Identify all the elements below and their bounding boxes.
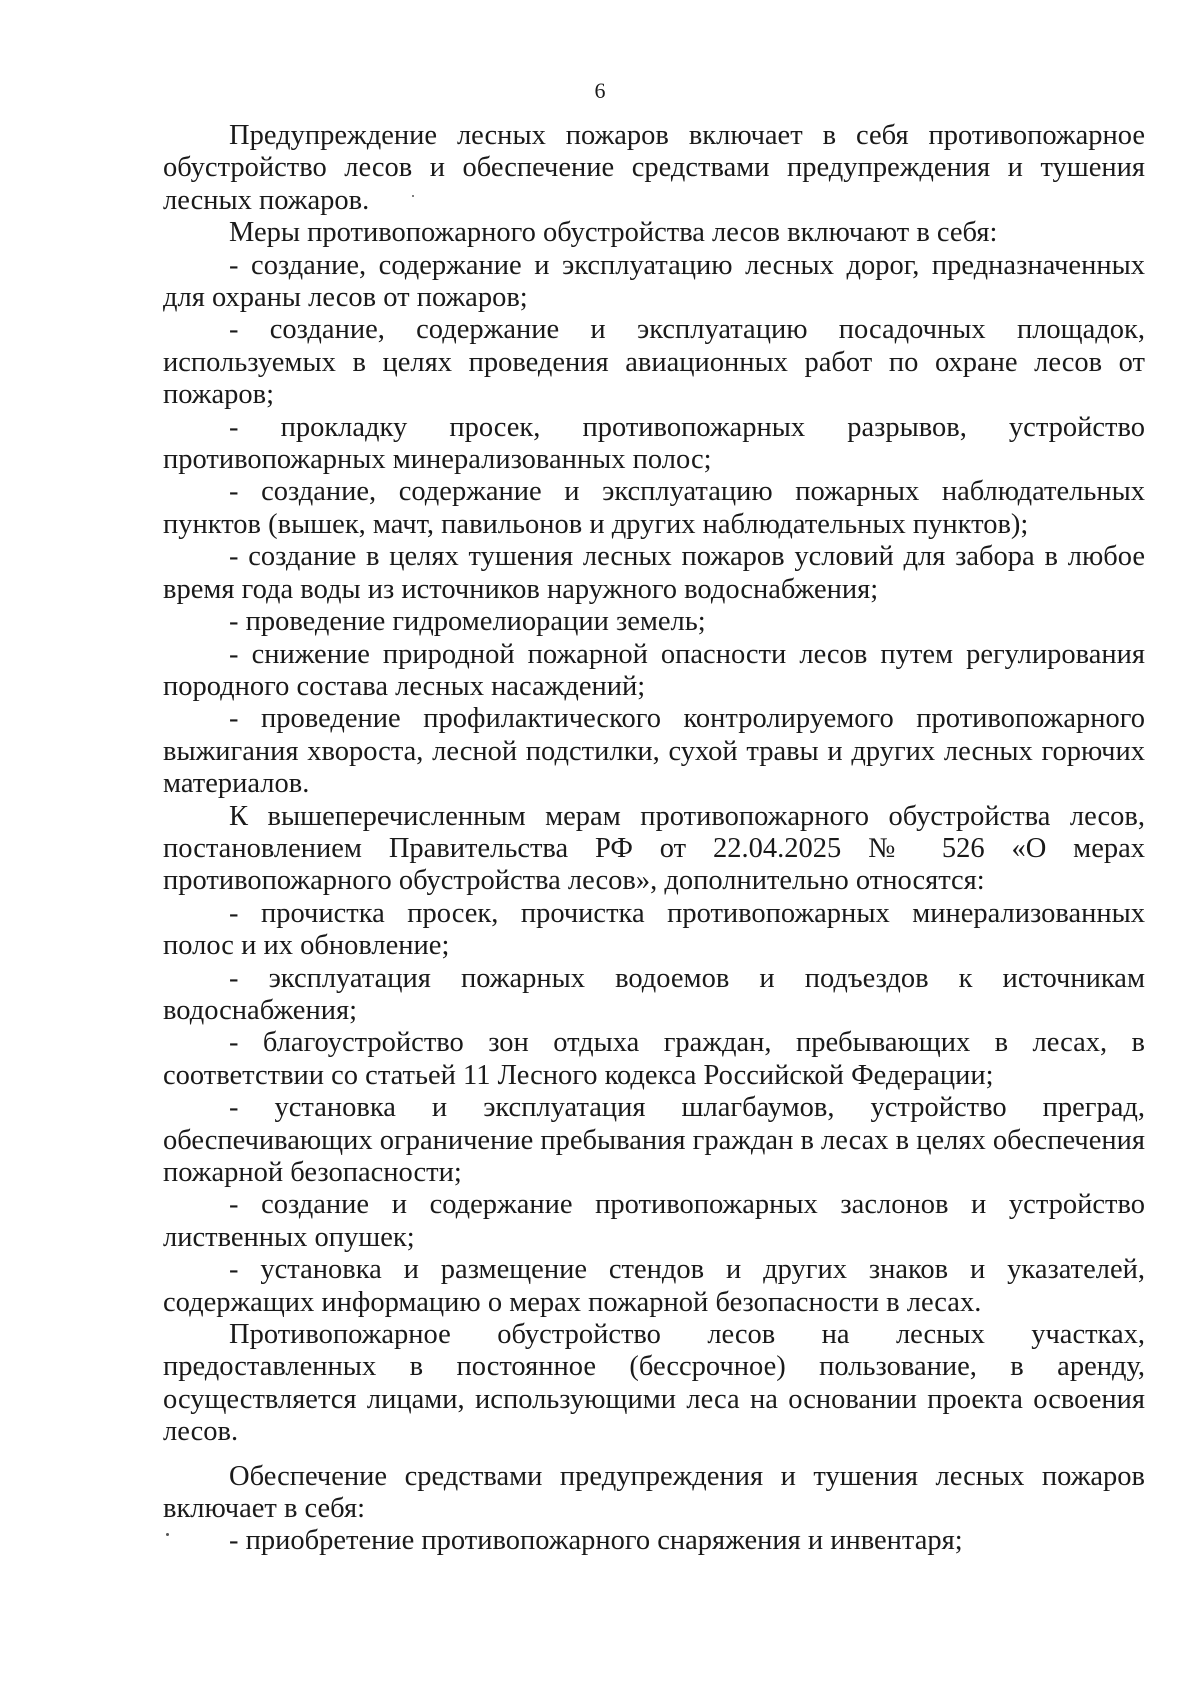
paragraph: Обеспечение средствами предупреждения и тушения лесных пожаров включает в себя: <box>163 1460 1145 1525</box>
scan-speck <box>412 195 414 197</box>
list-item: - прочистка просек, прочистка противопожарных минерализованных полос и их обновление; <box>163 897 1145 962</box>
list-item: - прокладку просек, противопожарных разрывов, устройство противопожарных минерализованных полос; <box>163 411 1145 476</box>
list-item: - снижение природной пожарной опасности лесов путем регулирования породного состава лесных насаждений; <box>163 638 1145 702</box>
list-item: - приобретение противопожарного снаряжения и инвентаря; <box>229 1525 963 1557</box>
paragraph: Меры противопожарного обустройства лесов включают в себя: <box>229 217 998 249</box>
list-item: - установка и эксплуатация шлагбаумов, устройство преград, обеспечивающих ограничение пребывания граждан в лесах в целях обеспечения пожарной безопасности; <box>163 1092 1145 1188</box>
list-item: - установка и размещение стендов и других знаков и указателей, содержащих информацию о мерах пожарной безопасности в лесах. <box>163 1254 1145 1318</box>
paragraph: Предупреждение лесных пожаров включает в себя противопожарное обустройство лесов и обеспечение средствами предупреждения и тушения лесных пожаров. <box>163 120 1145 216</box>
list-item: - эксплуатация пожарных водоемов и подъездов к источникам водоснабжения; <box>163 962 1145 1026</box>
paragraph: К вышеперечисленным мерам противопожарного обустройства лесов, постановлением Правительства РФ от 22.04.2025 № 526 «О мерах противопожарного обустройства лесов», дополнительно относятся: <box>163 800 1145 897</box>
paragraph: Противопожарное обустройство лесов на лесных участках, предоставленных в постоянное (бессрочное) пользование, в аренду, осуществляется лицами, использующими леса на основании проекта освоения лесов. <box>163 1319 1145 1448</box>
list-item: - создание, содержание и эксплуатацию лесных дорог, предназначенных для охраны лесов от пожаров; <box>163 249 1145 314</box>
document-body <box>163 120 1145 1558</box>
list-item: - проведение гидромелиорации земель; <box>229 606 706 638</box>
list-item: - благоустройство зон отдыха граждан, пребывающих в лесах, в соответствии со статьей 11 Лесного кодекса Российской Федерации; <box>163 1027 1145 1091</box>
list-item: - проведение профилактического контролируемого противопожарного выжигания хвороста, лесной подстилки, сухой травы и других лесных горючих материалов. <box>163 703 1145 800</box>
list-item: - создание, содержание и эксплуатацию пожарных наблюдательных пунктов (вышек, мачт, павильонов и других наблюдательных пунктов); <box>163 476 1145 540</box>
list-item: - создание в целях тушения лесных пожаров условий для забора в любое время года воды из источников наружного водоснабжения; <box>163 541 1145 605</box>
scan-speck <box>166 1533 169 1536</box>
page-number: 6 <box>594 78 606 103</box>
list-item: - создание и содержание противопожарных заслонов и устройство лиственных опушек; <box>163 1189 1145 1253</box>
list-item: - создание, содержание и эксплуатацию посадочных площадок, используемых в целях проведения авиационных работ по охране лесов от пожаров; <box>163 314 1145 411</box>
